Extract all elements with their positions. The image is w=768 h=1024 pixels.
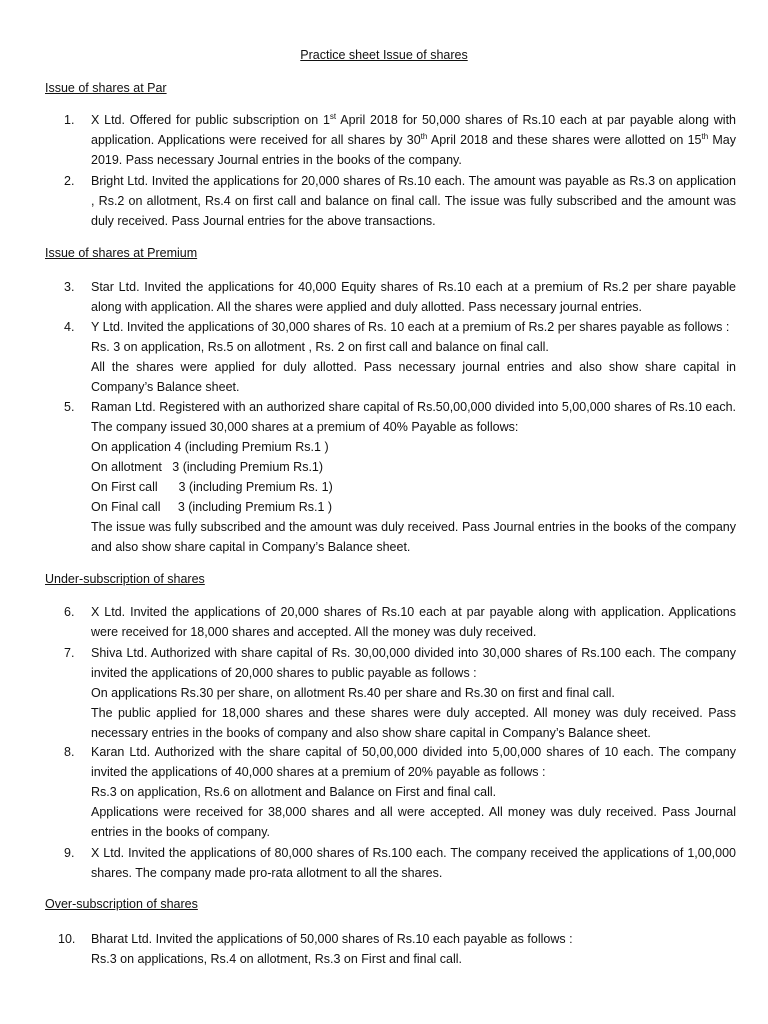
item-text: All the shares were applied for duly allotted. Pass necessary journal entries and also show share capital in Company’s Balance sheet. bbox=[91, 360, 736, 394]
list-item-2 bbox=[64, 171, 736, 231]
page-title: Practice sheet Issue of shares bbox=[300, 48, 468, 62]
item-number: 9. bbox=[64, 846, 75, 860]
item-number: 10. bbox=[58, 932, 76, 946]
item-text: Shiva Ltd. Authorized with share capital of Rs. 30,00,000 divided into 30,000 shares of Rs.100 each. The company invited the applications of 20,000 shares to public payable as follows : bbox=[91, 646, 736, 680]
item-text: Rs.3 on applications, Rs.4 on allotment, Rs.3 on First and final call. bbox=[91, 952, 463, 966]
item-text: Rs.3 on application, Rs.6 on allotment and Balance on First and final call. bbox=[91, 785, 497, 799]
list-item-5 bbox=[64, 397, 736, 557]
item-number: 6. bbox=[64, 605, 75, 619]
section-heading-under: Under-subscription of shares bbox=[45, 572, 205, 586]
section-heading-over: Over-subscription of shares bbox=[45, 897, 198, 911]
item-number: 7. bbox=[64, 646, 75, 660]
item-text: Y Ltd. Invited the applications of 30,000 shares of Rs. 10 each at a premium of Rs.2 per shares payable as follows : bbox=[91, 320, 730, 334]
section-heading-par: Issue of shares at Par bbox=[45, 81, 167, 95]
item-text: Bharat Ltd. Invited the applications of 50,000 shares of Rs.10 each payable as follows : bbox=[91, 932, 573, 946]
item-text: Bright Ltd. Invited the applications for 20,000 shares of Rs.10 each. The amount was payable as Rs.3 on application , Rs.2 on allotment, Rs.4 on first call and balance on final call. The issue was fully subscribed and the amount was duly received. Pass Journal entries for the above transactions. bbox=[91, 174, 736, 228]
item-number: 8. bbox=[64, 745, 75, 759]
list-item-4 bbox=[64, 317, 736, 397]
list-item-3 bbox=[64, 277, 736, 317]
item-text: X Ltd. Invited the applications of 20,000 shares of Rs.10 each at par payable along with application. Applications were received for 18,000 shares and accepted. All the money was duly received. bbox=[91, 605, 736, 639]
section-heading-premium: Issue of shares at Premium bbox=[45, 246, 198, 260]
list-item-8 bbox=[64, 742, 736, 842]
item-text: The issue was fully subscribed and the amount was duly received. Pass Journal entries in the books of the company and also show share capital in Company’s Balance sheet. bbox=[91, 520, 736, 554]
item-text: On allotment 3 (including Premium Rs.1) bbox=[91, 460, 324, 474]
item-number: 1. bbox=[64, 113, 75, 127]
list-item-7 bbox=[64, 643, 736, 743]
item-number: 4. bbox=[64, 320, 75, 334]
list-item-10 bbox=[58, 929, 736, 969]
item-number: 3. bbox=[64, 280, 75, 294]
list-item-9 bbox=[64, 843, 736, 883]
item-text: Applications were received for 38,000 shares and all were accepted. All money was duly received. Pass Journal entries in the books of company. bbox=[91, 805, 736, 839]
item-text: On First call 3 (including Premium Rs. 1) bbox=[91, 480, 333, 494]
item-text: X Ltd. Invited the applications of 80,000 shares of Rs.100 each. The company received the applications of 1,00,000 shares. The company made pro-rata allotment to all the shares. bbox=[91, 846, 736, 880]
item-text: Rs. 3 on application, Rs.5 on allotment , Rs. 2 on first call and balance on final call. bbox=[91, 340, 549, 354]
list-item-6 bbox=[64, 602, 736, 642]
item-text: On application 4 (including Premium Rs.1 ) bbox=[91, 440, 329, 454]
item-text: Karan Ltd. Authorized with the share capital of 50,00,000 divided into 5,00,000 shares of 10 each. The company invited the applications of 40,000 shares at a premium of 20% payable as follows : bbox=[91, 745, 736, 779]
item-number: 2. bbox=[64, 174, 75, 188]
item-number: 5. bbox=[64, 400, 75, 414]
item-text: X Ltd. Offered for public subscription on 1st April 2018 for 50,000 shares of Rs.10 each at par payable along with application. Applications were received for all shares by 30th April 2018 and these shares were allotted on 15th May 2019. Pass necessary Journal entries in the books of the company. bbox=[91, 112, 736, 167]
item-text: Raman Ltd. Registered with an authorized share capital of Rs.50,00,000 divided into 5,00,000 shares of Rs.10 each. The company issued 30,000 shares at a premium of 40% Payable as follows: bbox=[91, 400, 736, 434]
item-text: The public applied for 18,000 shares and these shares were duly accepted. All money was duly received. Pass necessary entries in the books of company and also show share capital in Company’s Balance sheet. bbox=[91, 706, 736, 740]
item-text: On applications Rs.30 per share, on allotment Rs.40 per share and Rs.30 on first and final call. bbox=[91, 686, 615, 700]
item-text: Star Ltd. Invited the applications for 40,000 Equity shares of Rs.10 each at a premium of Rs.2 per share payable along with application. All the shares were applied and duly allotted. Pass necessary journal entries. bbox=[91, 280, 736, 314]
list-item-1 bbox=[64, 110, 736, 170]
item-text: On Final call 3 (including Premium Rs.1 ) bbox=[91, 500, 333, 514]
